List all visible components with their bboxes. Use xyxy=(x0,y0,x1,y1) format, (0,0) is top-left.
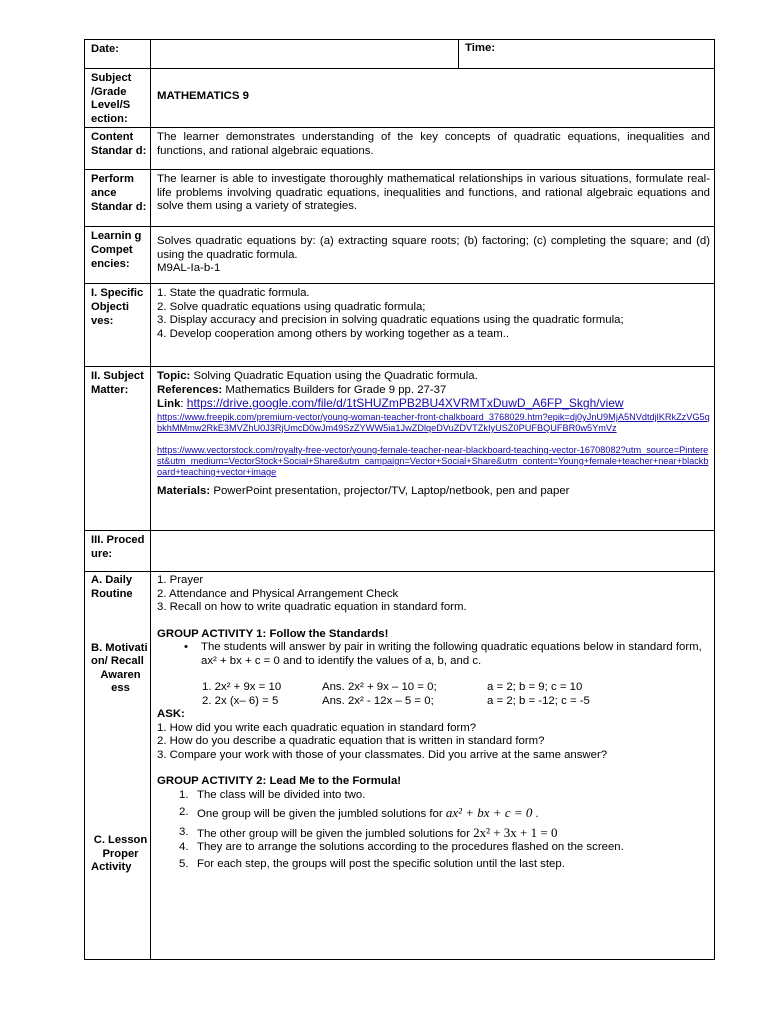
daily-routine-label: A. Daily Routine xyxy=(91,574,133,600)
drive-link[interactable]: https://drive.google.com/file/d/1tSHUZmPB2BU4XVRMTxDuwD_A6FP_Skgh/view xyxy=(186,396,624,411)
routine-item: 2. Attendance and Physical Arrangement Check xyxy=(157,587,399,600)
objectives-row xyxy=(85,284,715,367)
objectives-label: I. Specific Objecti ves: xyxy=(85,284,151,367)
time-label: Time: xyxy=(459,40,715,69)
materials-value: PowerPoint presentation, projector/TV, Laptop/netbook, pen and paper xyxy=(213,484,570,497)
group-activity-1-title: GROUP ACTIVITY 1: Follow the Standards! xyxy=(157,627,389,640)
lesson-plan-sheet xyxy=(84,39,714,960)
date-time-row xyxy=(85,40,715,69)
activity-1-instruction: • The students will answer by pair in writing the following quadratic equations below in standard form, ax² + bx + c = 0 and to identify the values of a, b, and c. xyxy=(157,641,710,668)
ask-title: ASK: xyxy=(157,708,185,721)
competency-code: M9AL-Ia-b-1 xyxy=(157,262,221,275)
equation-row: 2. 2x (x– 6) = 5 Ans. 2x² - 12x – 5 = 0; a = 2; b = -12; c = -5 xyxy=(202,694,590,707)
awareness-label: Awaren ess xyxy=(100,668,141,695)
group-activity-2-title: GROUP ACTIVITY 2: Lead Me to the Formula! xyxy=(157,775,402,788)
subject-row xyxy=(85,69,715,128)
date-value xyxy=(151,40,459,69)
performance-standard-label: Perform ance Standar d: xyxy=(85,170,151,227)
routine-item: 1. Prayer xyxy=(157,574,204,587)
routine-item: 3. Recall on how to write quadratic equation in standard form. xyxy=(157,601,467,614)
content-standard-label: Content Standar d: xyxy=(85,128,151,170)
equation-row: 1. 2x² + 9x = 10 Ans. 2x² + 9x – 10 = 0; a = 2; b = 9; c = 10 xyxy=(202,681,583,694)
subject-matter-label: II. Subject Matter: xyxy=(85,367,151,531)
references-label: References: xyxy=(157,383,223,396)
content-standard-value: The learner demonstrates understanding of the key concepts of quadratic equations, inequalities and functions, and rational algebraic equations. xyxy=(151,128,715,170)
ask-item: 2. How do you describe a quadratic equation that is written in standard form? xyxy=(157,735,545,748)
motivation-label: B. Motivati on/ Recall xyxy=(91,641,148,668)
objective-item: 3. Display accuracy and precision in solving quadratic equations using the quadratic formula; xyxy=(157,314,624,327)
references-value: Mathematics Builders for Grade 9 pp. 27-37 xyxy=(225,383,447,396)
materials-label: Materials: xyxy=(157,484,211,497)
equation-specific: 2x² + 3x + 1 = 0 xyxy=(473,824,558,840)
procedure-label: III. Proced ure: xyxy=(85,531,151,572)
topic-value: Solving Quadratic Equation using the Quadratic formula. xyxy=(193,370,478,383)
procedure-row xyxy=(85,531,715,572)
link-label: Link xyxy=(157,398,181,411)
objective-item: 4. Develop cooperation among others by working together as a team.. xyxy=(157,327,510,340)
ask-item: 3. Compare your work with those of your classmates. Did you arrive at the same answer? xyxy=(157,748,608,761)
learning-competencies-row xyxy=(85,227,715,284)
date-label: Date: xyxy=(85,40,151,69)
performance-standard-row xyxy=(85,170,715,227)
content-standard-row xyxy=(85,128,715,170)
subject-label: Subject /Grade Level/S ection: xyxy=(85,69,151,128)
lesson-plan-table xyxy=(84,39,715,960)
activity-2-item: 1. The class will be divided into two. xyxy=(179,788,366,801)
lesson-proper-label: C. Lesson Proper xyxy=(93,833,148,860)
subject-value: MATHEMATICS 9 xyxy=(157,90,249,103)
learning-competencies-value: Solves quadratic equations by: (a) extracting square roots; (b) factoring; (c) completing the square; and (d) using the quadratic formula. xyxy=(157,235,710,261)
ask-item: 1. How did you write each quadratic equation in standard form? xyxy=(157,721,477,734)
freepik-link[interactable]: https://www.freepik.com/premium-vector/young-woman-teacher-front-chalkboard_3768029.htm?epik=dj0yJnU9MjA5NVdtdjlKRkZzVG5qbkhMMmw2RkE3MVZhU0J3RjUmcD0wJm49SzZYWW5ia1JwZDlqeDVuZDVTZkIyUSZ0PUFBQUFBR0w5YmVz xyxy=(157,411,710,433)
activity-2-item: 3. The other group will be given the jumbled solutions for 2x² + 3x + 1 = 0 xyxy=(179,824,558,840)
activity-2-item: 5. For each step, the groups will post the specific solution until the last step. xyxy=(179,857,565,870)
topic-label: Topic: xyxy=(157,370,191,383)
activity-label: Activity xyxy=(91,861,132,874)
vectorstock-link[interactable]: https://www.vectorstock.com/royalty-free-vector/young-female-teacher-near-blackboard-teaching-vector-16708082?utm_source=Pinterest&utm_medium=VectorStock+Social+Share&utm_campaign=Vector+Social+Share&utm_content=Young+female+teacher+near+blackboard+teaching+vector+image xyxy=(157,444,709,477)
performance-standard-value: The learner is able to investigate thoroughly mathematical relationships in various situations, formulate real-life problems involving quadratic equations, inequalities and functions, and rational algebraic equations and solve them using a variety of strategies. xyxy=(151,170,715,227)
equation-general-form: ax² + bx + c = 0 xyxy=(445,805,533,821)
activity-2-item: 4. They are to arrange the solutions according to the procedures flashed on the screen. xyxy=(179,841,624,854)
objective-item: 1. State the quadratic formula. xyxy=(157,287,310,300)
activity-2-item: 2. One group will be given the jumbled solutions for ax² + bx + c = 0 . xyxy=(179,805,539,821)
learning-competencies-label: Learnin g Compet encies: xyxy=(85,227,151,284)
objective-item: 2. Solve quadratic equations using quadratic formula; xyxy=(157,300,426,313)
subject-matter-row: II. Subject Matter: Topic: Solving Quadratic Equation using the Quadratic formula. References: Mathematics Builders for Grade 9 pp. 27-37 Link: https://drive.google.com/file/d/1tSHUZmPB2BU4XVRMTxDuwD_A6FP_Skgh/view https://www.freepik.com/premium-vector/young-woman-teacher-front-chalkboard_3768029.htm?epik=dj0yJnU9MjA5NVdtdjlKRkZzVG5qbkhMMmw2RkE3MVZhU0J3RjUmcD0wJm49SzZYWW5ia1JwZDlqeDVuZDVTZkIyUSZ0PUFBQUFBR0w5YmVz https://www.vectorstock.com/royalty-free-vector/young-female-teacher-near-blackboard-teaching-vector-16708082?utm_source=Pinterest&utm_medium=VectorStock+Social+Share&utm_campaign=Vector+Social+Share&utm_content=Young+female+teacher+near+blackboard+teaching+vector+image Materials: PowerPoint presentation, projector/TV, Laptop/netbook, pen and paper xyxy=(85,367,715,531)
bullet: • xyxy=(184,641,188,654)
procedure-body-row xyxy=(85,572,715,960)
